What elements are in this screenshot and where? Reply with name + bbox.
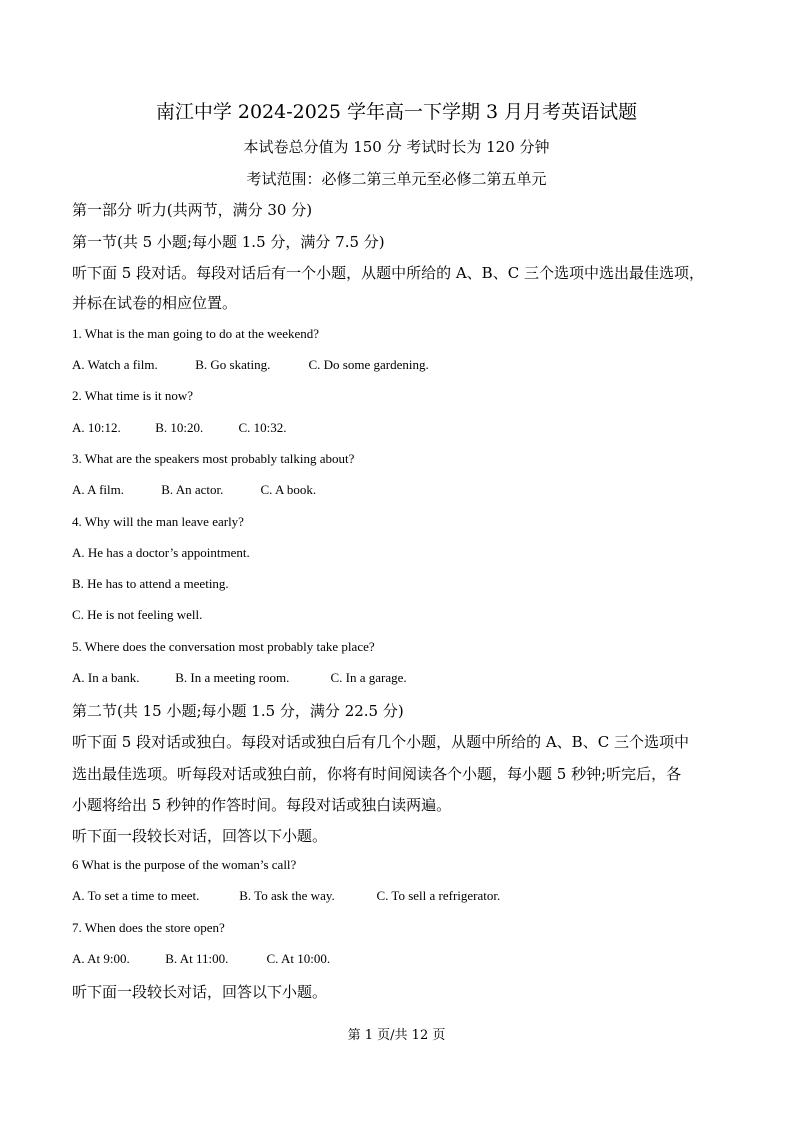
option-a: A. To set a time to meet.	[72, 888, 200, 903]
question-3-options	[72, 482, 316, 498]
option-a: A. Watch a film.	[72, 357, 158, 372]
dialog-intro: 听下面一段较长对话，回答以下小题。	[72, 983, 328, 1001]
option-b: B. An actor.	[161, 482, 224, 497]
section2-instructions-line2: 选出最佳选项。听每段对话或独白前，你将有时间阅读各个小题，每小题 5 秒钟;听完后，各	[72, 765, 682, 783]
exam-title: 南江中学 2024-2025 学年高一下学期 3 月月考英语试题	[155, 101, 638, 123]
option-c: C. In a garage.	[330, 670, 407, 685]
question-4: 4. Why will the man leave early?	[72, 514, 244, 529]
question-3: 3. What are the speakers most probably talking about?	[72, 451, 355, 466]
question-5-options	[72, 670, 407, 686]
question-1: 1. What is the man going to do at the weekend?	[72, 326, 320, 341]
question-2: 2. What time is it now?	[72, 388, 194, 403]
option-c: C. Do some gardening.	[308, 357, 429, 372]
question-6-options	[72, 888, 500, 904]
option-c: C. At 10:00.	[266, 951, 331, 966]
question-4-option-b: B. He has to attend a meeting.	[72, 576, 229, 591]
option-b: B. In a meeting room.	[175, 670, 290, 685]
option-a: A. 10:12.	[72, 420, 121, 435]
option-b: B. 10:20.	[155, 420, 204, 435]
section2-heading: 第二节(共 15 小题;每小题 1.5 分，满分 22.5 分)	[72, 702, 404, 720]
option-c: C. To sell a refrigerator.	[376, 888, 501, 903]
question-1-options	[72, 357, 429, 373]
option-a: A. A film.	[72, 482, 125, 497]
option-b: B. To ask the way.	[239, 888, 335, 903]
section1-instructions-line2: 并标在试卷的相应位置。	[72, 294, 238, 312]
score-info: 本试卷总分值为 150 分 考试时长为 120 分钟	[243, 138, 550, 156]
question-7-options	[72, 951, 330, 967]
part1-heading: 第一部分 听力(共两节，满分 30 分)	[72, 201, 313, 219]
option-b: B. Go skating.	[195, 357, 271, 372]
option-c: C. 10:32.	[238, 420, 287, 435]
option-a: A. In a bank.	[72, 670, 140, 685]
option-b: B. At 11:00.	[165, 951, 229, 966]
section1-heading: 第一节(共 5 小题;每小题 1.5 分，满分 7.5 分)	[72, 233, 385, 251]
question-4-option-a: A. He has a doctor’s appointment.	[72, 545, 250, 560]
section1-instructions-line1: 听下面 5 段对话。每段对话后有一个小题，从题中所给的 A、B、C 三个选项中选出最佳选项，	[72, 264, 704, 282]
section2-instructions-line3: 小题将给出 5 秒钟的作答时间。每段对话或独白读两遍。	[72, 796, 452, 814]
option-c: C. A book.	[260, 482, 317, 497]
exam-scope: 考试范围：必修二第三单元至必修二第五单元	[246, 170, 547, 188]
option-a: A. At 9:00.	[72, 951, 130, 966]
question-4-option-c: C. He is not feeling well.	[72, 607, 203, 622]
page-number: 第 1 页/共 12 页	[347, 1028, 446, 1043]
question-5: 5. Where does the conversation most probably take place?	[72, 639, 375, 654]
dialog-intro: 听下面一段较长对话，回答以下小题。	[72, 827, 328, 845]
question-2-options	[72, 420, 287, 436]
section2-instructions-line1: 听下面 5 段对话或独白。每段对话或独白后有几个小题，从题中所给的 A、B、C 三个选项中	[72, 733, 689, 751]
question-6: 6 What is the purpose of the woman’s call?	[72, 857, 297, 872]
question-7: 7. When does the store open?	[72, 920, 225, 935]
